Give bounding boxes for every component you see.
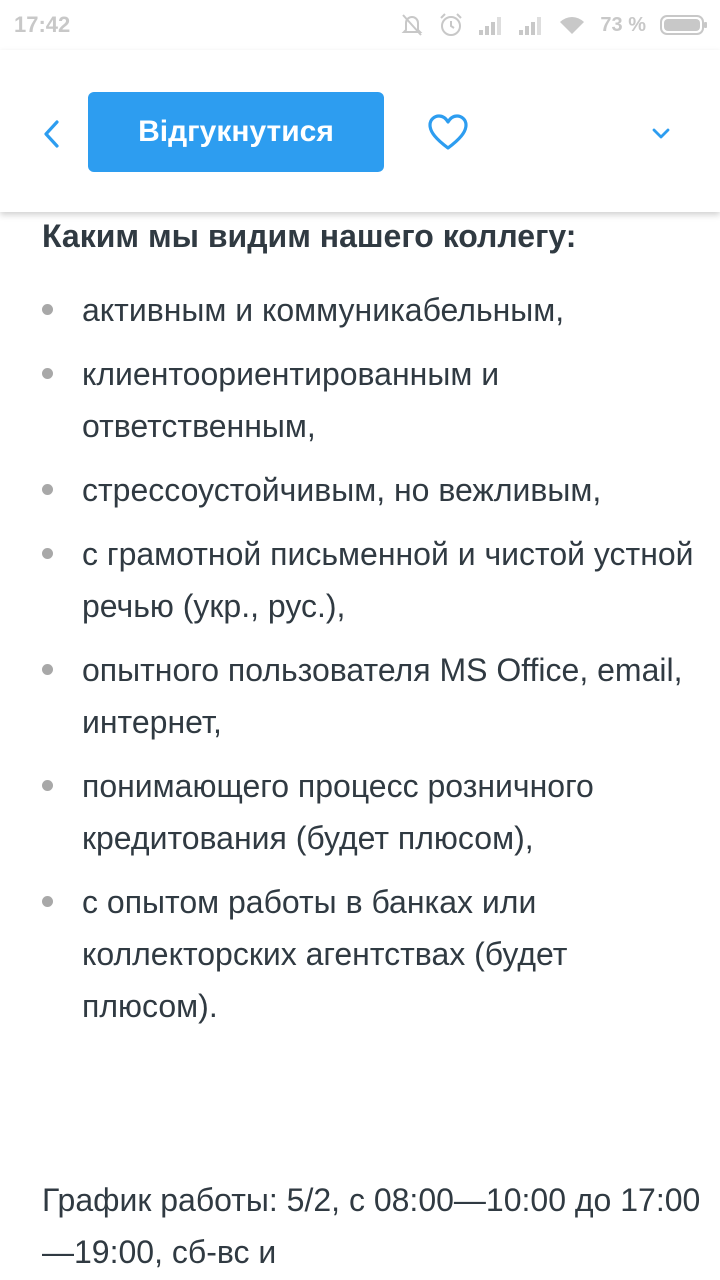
status-time: 17:42: [14, 12, 71, 37]
bullet-icon: [42, 548, 53, 559]
bullet-icon: [42, 896, 53, 907]
list-item-text: опытного пользователя MS Office, email, интернет,: [82, 652, 683, 740]
chevron-left-icon: [41, 119, 61, 149]
wifi-icon: [558, 14, 586, 36]
bullet-icon: [42, 664, 53, 675]
bullet-icon: [42, 484, 53, 495]
list-item-text: с опытом работы в банках или коллекторских агентствах (будет плюсом).: [82, 884, 568, 1024]
list-item: [42, 284, 702, 336]
signal-icon: [518, 14, 544, 36]
list-item: [42, 348, 702, 452]
expand-menu-button[interactable]: [644, 122, 678, 146]
list-item: [42, 528, 702, 632]
bullet-icon: [42, 304, 53, 315]
status-bar: [0, 0, 720, 50]
section-title: Каким мы видим нашего коллегу:: [42, 218, 577, 254]
list-item-text: понимающего процесс розничного кредитования (будет плюсом),: [82, 768, 594, 856]
list-item-text: клиентоориентированным и ответственным,: [82, 356, 500, 444]
list-item: [42, 876, 702, 1032]
requirements-list: [42, 284, 702, 1044]
mute-bell-icon: [400, 12, 424, 38]
vacancy-description: [0, 212, 720, 1280]
signal-icon: [478, 14, 504, 36]
apply-button[interactable]: Відгукнутися: [88, 92, 384, 172]
list-item: [42, 644, 702, 748]
favorite-button[interactable]: [426, 112, 470, 152]
status-icons: [400, 10, 708, 40]
list-item-text: активным и коммуникабельным,: [82, 292, 565, 328]
bullet-icon: [42, 780, 53, 791]
list-item: [42, 760, 702, 864]
bullet-icon: [42, 368, 53, 379]
battery-icon: [660, 14, 708, 36]
list-item-text: стрессоустойчивым, но вежливым,: [82, 472, 602, 508]
chevron-down-icon: [644, 122, 678, 146]
list-item-text: с грамотной письменной и чистой устной речью (укр., рус.),: [82, 536, 694, 624]
heart-outline-icon: [426, 112, 470, 152]
alarm-icon: [438, 12, 464, 38]
schedule-text: График работы: 5/2, с 08:00—10:00 до 17:00—19:00, сб-вс и: [42, 1182, 701, 1270]
list-item: [42, 464, 702, 516]
vacancy-toolbar: [0, 50, 720, 212]
back-button[interactable]: [34, 114, 68, 154]
battery-percent: 73 %: [600, 13, 646, 36]
